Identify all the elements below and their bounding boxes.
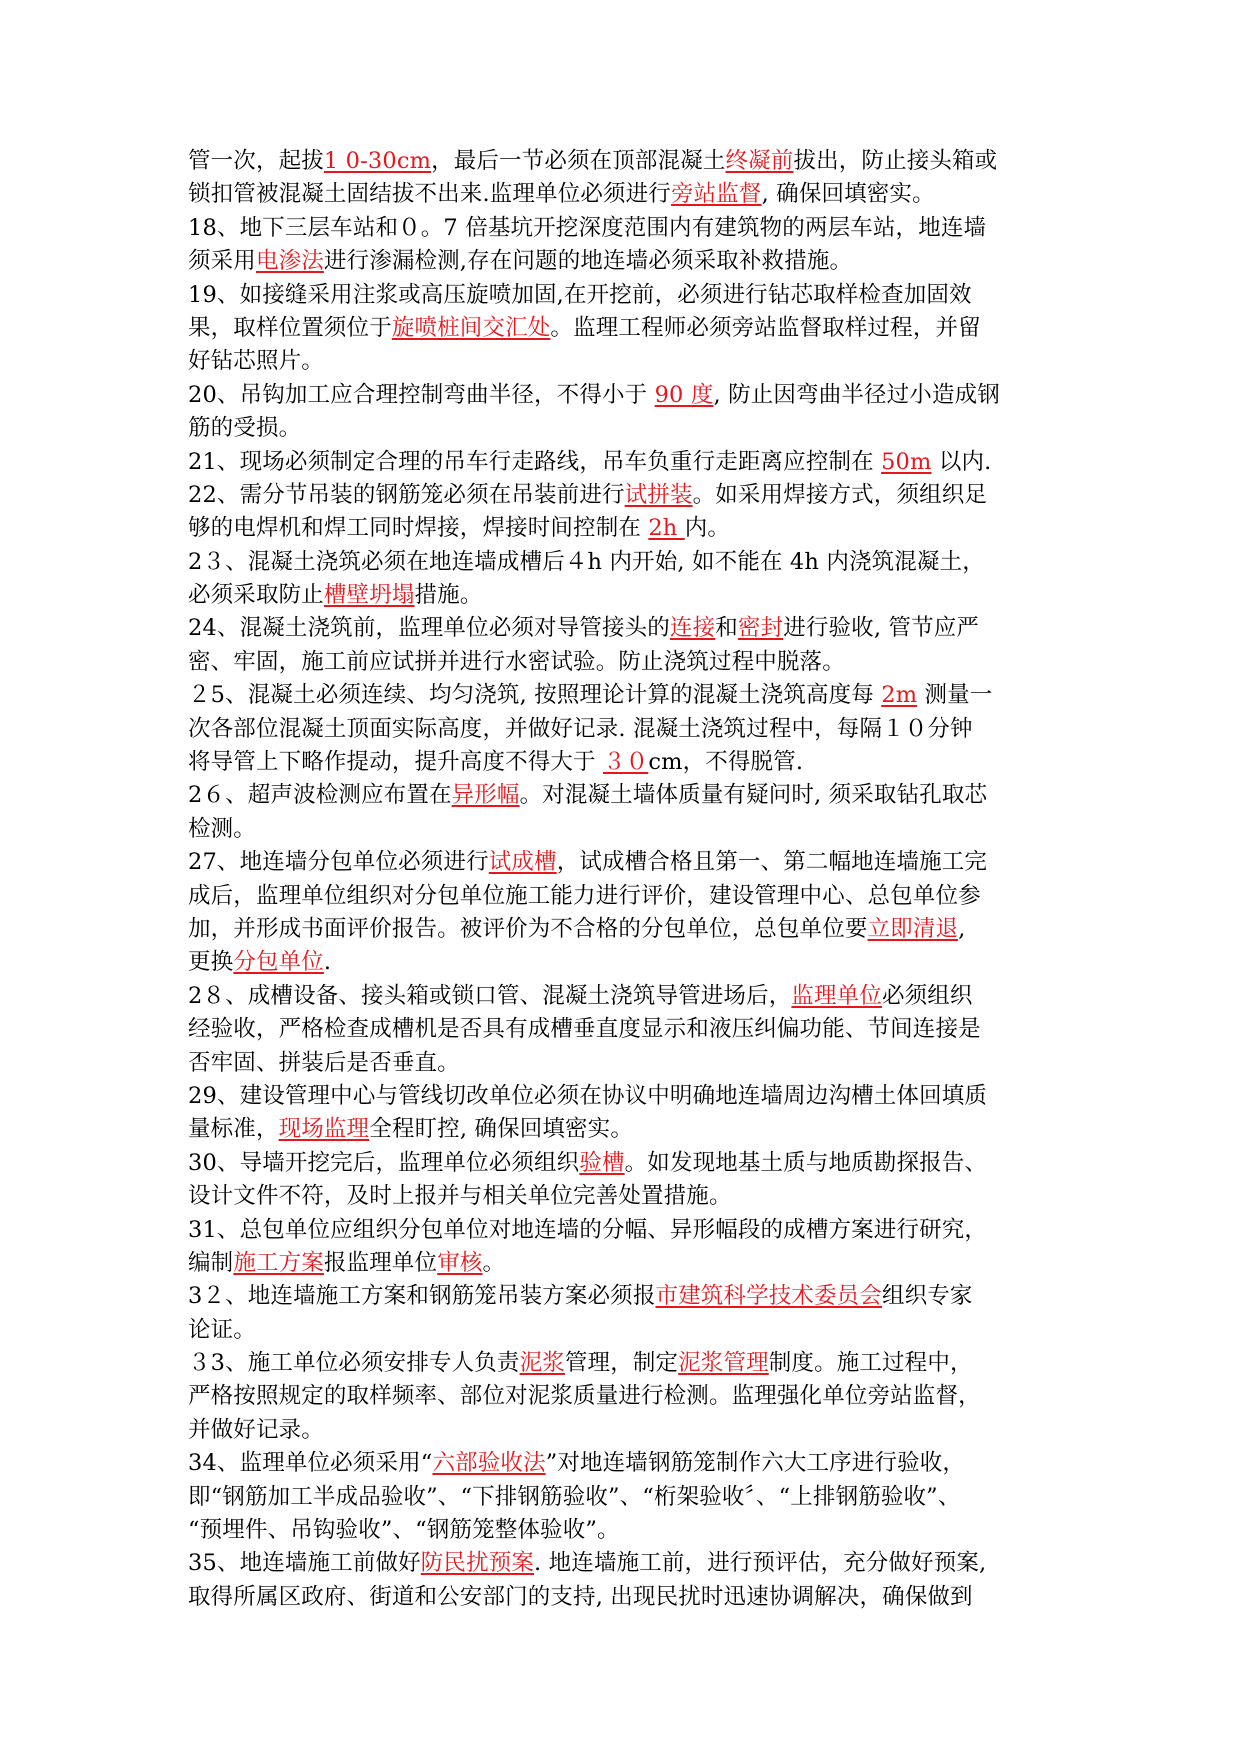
text-run: 即“钢筋加工半成品验收”、“下排钢筋验收”、“桁架验收〞、“上排钢筋验收”、 xyxy=(188,1483,961,1510)
highlighted-term: 旁站监督 xyxy=(670,181,762,208)
highlighted-term: 2m xyxy=(881,682,918,709)
highlighted-term: 施工方案 xyxy=(233,1249,324,1276)
highlighted-term: 试拼装 xyxy=(624,481,693,508)
text-run: 取得所属区政府、街道和公安部门的支持, 出现民扰时迅速协调解决，确保做到 xyxy=(188,1583,973,1610)
text-line xyxy=(188,579,1063,612)
text-run: 进行验收, 管节应严 xyxy=(783,615,980,642)
text-line xyxy=(188,145,1063,178)
text-line xyxy=(188,1013,1063,1046)
text-run: 22、需分节吊装的钢筋笼必须在吊装前进行 xyxy=(188,481,625,508)
text-line xyxy=(188,946,1063,979)
highlighted-term: 立即清退 xyxy=(867,915,959,942)
text-run: 经验收，严格检查成槽机是否具有成槽垂直度显示和液压纠偏功能、节间连接是 xyxy=(188,1016,981,1043)
text-run: 2３、混凝土浇筑必须在地连墙成槽后４h 内开始, 如不能在 4h 内浇筑混凝土， xyxy=(188,548,985,575)
text-line xyxy=(188,612,1063,645)
highlighted-term: 审核 xyxy=(437,1249,483,1276)
text-run: 检测。 xyxy=(188,815,256,842)
text-line xyxy=(188,1447,1063,1480)
highlighted-term: 六部验收法 xyxy=(432,1450,546,1477)
highlighted-term: 防民扰预案 xyxy=(420,1550,535,1577)
text-line xyxy=(188,646,1063,679)
text-line xyxy=(188,312,1063,345)
text-run: . 地连墙施工前，进行预评估，充分做好预案, xyxy=(534,1550,987,1577)
text-run: , 防止因弯曲半径过小造成钢 xyxy=(713,381,1000,408)
text-run: “预埋件、吊钩验收”、“钢筋笼整体验收”。 xyxy=(188,1517,620,1544)
text-run: 更换 xyxy=(188,949,234,976)
text-line xyxy=(188,813,1063,846)
text-line xyxy=(188,1247,1063,1280)
highlighted-term: 终凝前 xyxy=(725,148,794,174)
highlighted-term: 密封 xyxy=(737,615,784,642)
text-run: cm，不得脱管. xyxy=(648,749,804,776)
text-line xyxy=(188,279,1063,312)
text-line xyxy=(188,846,1063,879)
text-run: 筋的受损。 xyxy=(188,415,302,442)
text-run: 内。 xyxy=(684,515,731,542)
text-line xyxy=(188,913,1063,946)
highlighted-term: 50m xyxy=(881,448,932,475)
text-run: ，试成槽合格且第一、第二幅地连墙施工完 xyxy=(556,849,988,876)
text-run: 制度。施工过程中， xyxy=(768,1350,973,1377)
text-run: 设计文件不符，及时上报并与相关单位完善处置措施。 xyxy=(188,1183,732,1210)
text-line xyxy=(188,1581,1063,1614)
text-run: 全程盯控, 确保回填密实。 xyxy=(369,1116,633,1143)
text-run: 。如发现地基土质与地质勘探报告、 xyxy=(624,1149,988,1176)
text-line xyxy=(188,1314,1063,1347)
text-line xyxy=(188,512,1063,545)
text-line xyxy=(188,546,1063,579)
text-line xyxy=(188,746,1063,779)
text-line xyxy=(188,1347,1063,1380)
text-run: 34、监理单位必须采用“ xyxy=(188,1450,433,1477)
text-run: 27、地连墙分包单位必须进行 xyxy=(188,849,489,876)
text-run: 加，并形成书面评价报告。被评价为不合格的分包单位，总包单位要 xyxy=(188,915,868,942)
text-line xyxy=(188,1080,1063,1113)
text-run: 好钻芯照片。 xyxy=(188,348,324,375)
highlighted-term: 分包单位 xyxy=(233,949,324,976)
text-run: 措施。 xyxy=(414,582,483,609)
text-run: 将导管上下略作提动，提升高度不得大于 xyxy=(188,749,604,776)
text-line xyxy=(188,1547,1063,1580)
highlighted-term: 旋喷桩间交汇处 xyxy=(391,314,551,341)
text-run: 20、吊钩加工应合理控制弯曲半径，不得小于 xyxy=(188,381,655,408)
text-run: 2８、成槽设备、接头箱或锁口管、混凝土浇筑导管进场后， xyxy=(188,982,792,1009)
text-run: 拔出，防止接头箱或 xyxy=(793,148,998,174)
highlighted-term: 异形幅 xyxy=(451,782,520,809)
text-line xyxy=(188,1113,1063,1146)
text-run: 测量一 xyxy=(917,682,993,709)
text-line xyxy=(188,1380,1063,1413)
text-run: 须采用 xyxy=(188,248,256,275)
text-run: 论证。 xyxy=(188,1316,256,1343)
text-run: 管一次，起拔 xyxy=(188,148,324,174)
text-run: ２5、混凝土必须连续、均匀浇筑, 按照理论计算的混凝土浇筑高度每 xyxy=(188,682,882,709)
text-run: 以内. xyxy=(931,448,992,475)
text-line xyxy=(188,679,1063,712)
text-run: 18、地下三层车站和０。7 倍基坑开挖深度范围内有建筑物的两层车站，地连墙 xyxy=(188,214,987,241)
text-run: 必须采取防止 xyxy=(188,582,324,609)
highlighted-term: 1 0-30cm xyxy=(323,148,432,174)
text-run: 组织专家 xyxy=(881,1283,973,1310)
highlighted-term: 泥浆 xyxy=(519,1350,565,1377)
text-run: 24、混凝土浇筑前，监理单位必须对导管接头的 xyxy=(188,615,670,642)
text-line xyxy=(188,446,1063,479)
text-run: . xyxy=(323,949,332,976)
text-line xyxy=(188,980,1063,1013)
text-run: 成后，监理单位组织对分包单位施工能力进行评价，建设管理中心、总包单位参 xyxy=(188,882,981,909)
text-run: 35、地连墙施工前做好 xyxy=(188,1550,421,1577)
text-run: ，最后一节必须在顶部混凝土 xyxy=(431,148,726,174)
text-run: 够的电焊机和焊工同时焊接，焊接时间控制在 xyxy=(188,515,649,542)
highlighted-term: 电渗法 xyxy=(255,248,324,275)
text-run: 果，取样位置须位于 xyxy=(188,314,392,341)
text-line xyxy=(188,1481,1063,1514)
highlighted-term: 泥浆管理 xyxy=(678,1350,769,1377)
text-run: 量标准， xyxy=(188,1116,279,1143)
text-run: 。 xyxy=(482,1249,506,1276)
text-line xyxy=(188,1514,1063,1547)
highlighted-term: 监理单位 xyxy=(791,982,882,1009)
text-run: 密、牢固，施工前应试拼并进行水密试验。防止浇筑过程中脱落。 xyxy=(188,648,845,675)
text-run: 次各部位混凝土顶面实际高度，并做好记录. 混凝土浇筑过程中，每隔１０分钟 xyxy=(188,715,973,742)
text-run: 报监理单位 xyxy=(323,1249,438,1276)
text-line xyxy=(188,1047,1063,1080)
text-line xyxy=(188,345,1063,378)
text-line xyxy=(188,1280,1063,1313)
text-run: , 确保回填密实。 xyxy=(761,181,935,208)
text-line xyxy=(188,212,1063,245)
text-run: ３3、施工单位必须安排专人负责 xyxy=(188,1350,520,1377)
text-line xyxy=(188,1214,1063,1247)
text-line xyxy=(188,880,1063,913)
highlighted-term: ３０ xyxy=(603,749,649,776)
text-run: 锁扣管被混凝土固结拔不出来.监理单位必须进行 xyxy=(188,181,671,208)
text-line xyxy=(188,713,1063,746)
highlighted-term: 2h xyxy=(648,515,685,542)
text-line xyxy=(188,1147,1063,1180)
text-run: 19、如接缝采用注浆或高压旋喷加固,在开挖前，必须进行钻芯取样检查加固效 xyxy=(188,281,972,308)
text-run: 31、总包单位应组织分包单位对地连墙的分幅、异形幅段的成槽方案进行研究， xyxy=(188,1216,988,1243)
text-run: 进行渗漏检测,存在问题的地连墙必须采取补救措施。 xyxy=(323,248,853,275)
highlighted-term: 90 度 xyxy=(654,381,714,408)
text-run: 并做好记录。 xyxy=(188,1416,324,1443)
highlighted-term: 试成槽 xyxy=(488,849,557,876)
text-run: 。对混凝土墙体质量有疑问时, 须采取钻孔取芯 xyxy=(519,782,988,809)
text-line xyxy=(188,178,1063,211)
text-run: 21、现场必须制定合理的吊车行走路线，吊车负重行走距离应控制在 xyxy=(188,448,882,475)
text-run: , xyxy=(958,915,966,942)
text-line xyxy=(188,245,1063,278)
text-run: 必须组织 xyxy=(881,982,973,1009)
text-line xyxy=(188,1180,1063,1213)
highlighted-term: 槽壁坍塌 xyxy=(323,582,415,609)
text-line xyxy=(188,779,1063,812)
text-run: 。如采用焊接方式，须组织足 xyxy=(692,481,988,508)
highlighted-term: 市建筑科学技术委员会 xyxy=(655,1283,882,1310)
text-run: 严格按照规定的取样频率、部位对泥浆质量进行检测。监理强化单位旁站监督， xyxy=(188,1383,981,1410)
highlighted-term: 现场监理 xyxy=(278,1116,370,1143)
text-run: ”对地连墙钢筋笼制作六大工序进行验收， xyxy=(545,1450,966,1477)
text-run: 2６、超声波检测应布置在 xyxy=(188,782,452,809)
text-line xyxy=(188,1414,1063,1447)
text-run: 29、建设管理中心与管线切改单位必须在协议中明确地连墙周边沟槽土体回填质 xyxy=(188,1082,988,1109)
text-run: 否牢固、拼装后是否垂直。 xyxy=(188,1049,460,1076)
text-run: 管理，制定 xyxy=(564,1350,679,1377)
text-run: 。监理工程师必须旁站监督取样过程，并留 xyxy=(550,314,981,341)
highlighted-term: 连接 xyxy=(669,615,716,642)
text-line xyxy=(188,379,1063,412)
text-line xyxy=(188,412,1063,445)
text-run: 3２、地连墙施工方案和钢筋笼吊装方案必须报 xyxy=(188,1283,656,1310)
text-run: 30、导墙开挖完后，监理单位必须组织 xyxy=(188,1149,580,1176)
text-run: 和 xyxy=(715,615,738,642)
text-run: 编制 xyxy=(188,1249,234,1276)
text-line xyxy=(188,479,1063,512)
highlighted-term: 验槽 xyxy=(579,1149,625,1176)
document-body xyxy=(188,145,1063,1614)
